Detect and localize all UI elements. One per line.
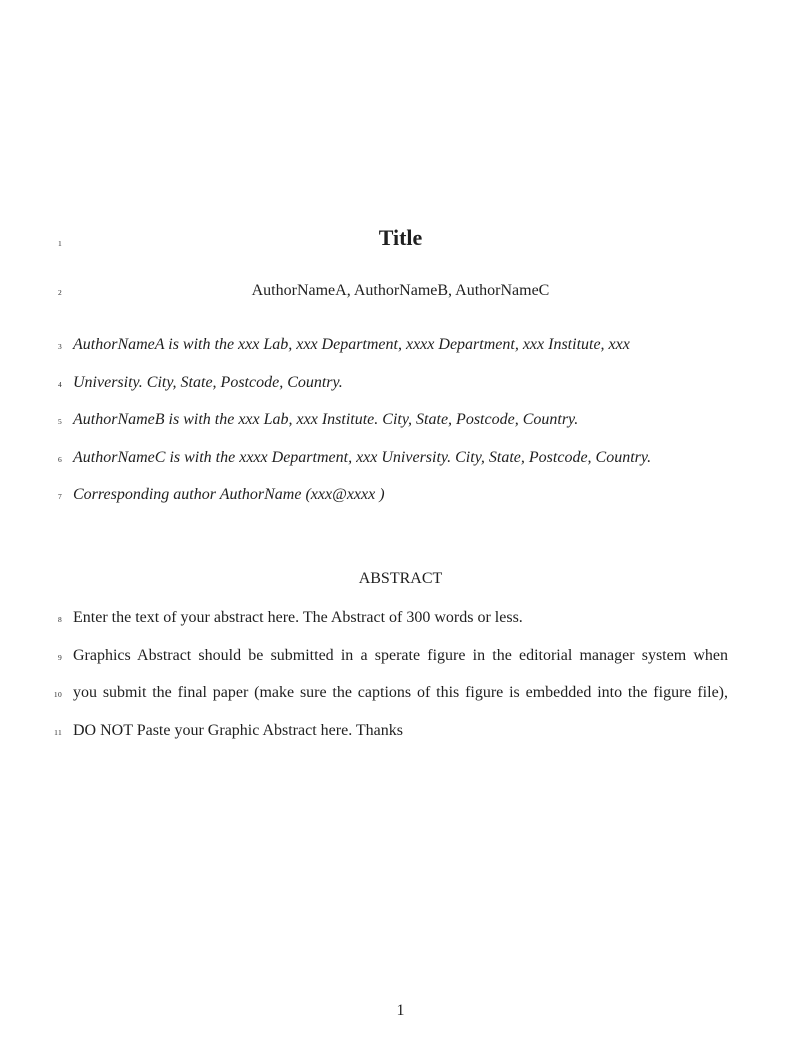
title-line	[0, 225, 794, 251]
affiliation-line	[0, 448, 794, 467]
line-number: 7	[57, 492, 62, 501]
line-number: 11	[54, 728, 62, 737]
affiliation-line	[0, 373, 794, 392]
page-number-line	[0, 1001, 794, 1020]
affiliation-line	[0, 410, 794, 429]
abstract-text: you submit the final paper (make sure the captions of this figure is embedded into the figure file),	[73, 684, 728, 701]
affiliation-text: AuthorNameC is with the xxxx Department, xxx University. City, State, Postcode, Country.	[73, 449, 652, 466]
abstract-line	[0, 646, 794, 665]
line-number: 2	[57, 288, 62, 297]
line-number: 3	[57, 342, 62, 351]
page-number: 1	[396, 1002, 405, 1019]
line-number: 5	[57, 417, 62, 426]
abstract-text: Enter the text of your abstract here. The Abstract of 300 words or less.	[73, 609, 523, 626]
affiliation-text: University. City, State, Postcode, Country.	[73, 374, 343, 391]
abstract-line	[0, 608, 794, 627]
line-number: 6	[57, 455, 62, 464]
abstract-heading-line	[0, 569, 794, 588]
affiliation-text: AuthorNameA is with the xxx Lab, xxx Department, xxxx Department, xxx Institute, xxx	[73, 336, 630, 353]
abstract-text: Graphics Abstract should be submitted in a sperate figure in the editorial manager system when	[73, 647, 728, 664]
abstract-line	[0, 721, 794, 740]
abstract-heading: ABSTRACT	[358, 570, 443, 587]
line-number: 10	[53, 690, 62, 699]
paper-title: Title	[378, 225, 423, 250]
author-names: AuthorNameA, AuthorNameB, AuthorNameC	[251, 282, 550, 299]
line-number: 9	[57, 653, 62, 662]
affiliation-text: Corresponding author AuthorName (xxx@xxxx )	[73, 486, 385, 503]
abstract-text: DO NOT Paste your Graphic Abstract here. Thanks	[73, 722, 403, 739]
affiliation-text: AuthorNameB is with the xxx Lab, xxx Institute. City, State, Postcode, Country.	[73, 411, 579, 428]
line-number: 8	[57, 615, 62, 624]
affiliation-line	[0, 485, 794, 504]
line-number: 4	[57, 380, 62, 389]
abstract-line	[0, 683, 794, 702]
affiliation-line	[0, 335, 794, 354]
line-number: 1	[57, 239, 62, 248]
authors-line	[0, 281, 794, 300]
